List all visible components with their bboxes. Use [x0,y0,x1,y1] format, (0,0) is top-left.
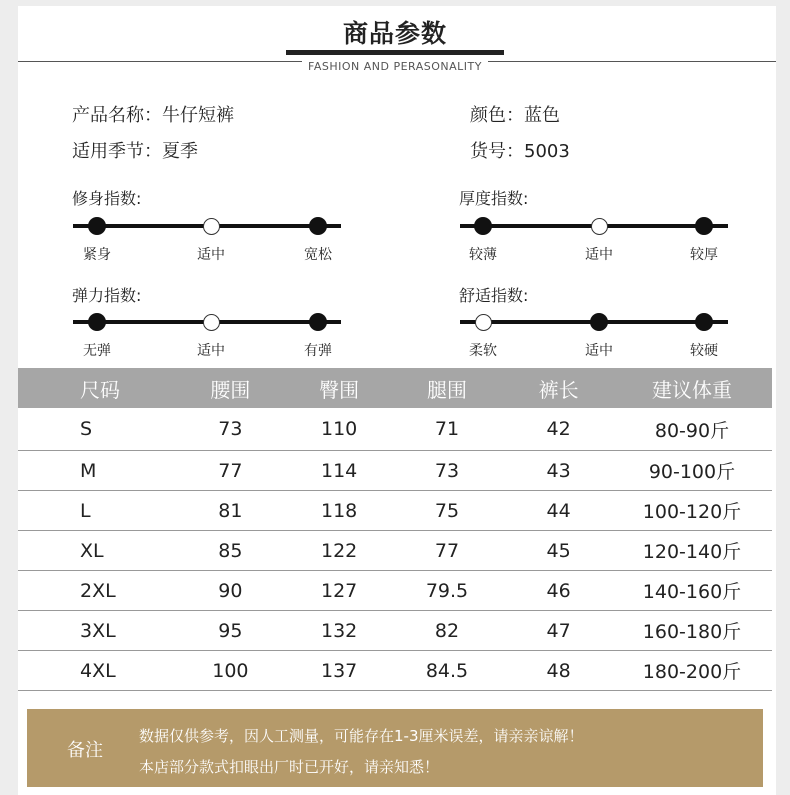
item-number: 货号：5003 [470,141,570,162]
slim-index-label: 修身指数: [72,189,142,208]
notes-line-1: 数据仅供参考，因人工测量，可能存在1-3厘米误差，请亲亲谅解！ [139,727,584,745]
thickness-scale-dot [591,218,608,235]
table-cell: 73 [171,408,290,451]
table-cell: 2XL [18,571,171,611]
table-cell: L [18,491,171,531]
notes-line-2: 本店部分款式扣眼出厂时已开好，请亲知悉！ [139,758,440,776]
header-weight: 建议体重 [612,368,772,408]
header-length: 裤长 [505,368,612,408]
stretch-tick-label: 适中 [197,343,225,359]
table-cell: 84.5 [389,651,506,691]
stretch-scale-dot [203,314,220,331]
comfort-index-label: 舒适指数: [459,286,529,305]
table-cell: 114 [290,451,389,491]
header-size: 尺码 [18,368,171,408]
stretch-index-label: 弹力指数: [72,286,142,305]
table-cell: S [18,408,171,451]
table-cell: 75 [389,491,506,531]
slim-tick-label: 紧身 [83,247,111,263]
table-cell: 47 [505,611,612,651]
table-cell: M [18,451,171,491]
table-cell: 71 [389,408,506,451]
subtitle-text: FASHION AND PERASONALITY [302,60,488,73]
thickness-index-label: 厚度指数: [459,189,529,208]
table-cell: 85 [171,531,290,571]
table-row [18,571,772,611]
comfort-scale-dot [475,314,492,331]
table-cell: 80-90斤 [612,408,772,451]
table-cell: 45 [505,531,612,571]
table-cell: 46 [505,571,612,611]
table-cell: 90 [171,571,290,611]
table-cell: 3XL [18,611,171,651]
table-header-row [18,368,772,408]
slim-tick-label: 宽松 [304,247,332,263]
table-cell: 48 [505,651,612,691]
table-cell: 180-200斤 [612,651,772,691]
page-subtitle [0,60,790,73]
table-cell: 90-100斤 [612,451,772,491]
comfort-tick-label: 较硬 [690,343,718,359]
comfort-scale-dot [590,313,608,331]
table-cell: 81 [171,491,290,531]
table-cell: 120-140斤 [612,531,772,571]
table-cell: 42 [505,408,612,451]
table-cell: 140-160斤 [612,571,772,611]
product-name: 产品名称：牛仔短裤 [72,105,234,126]
table-cell: 77 [389,531,506,571]
table-cell: XL [18,531,171,571]
table-cell: 127 [290,571,389,611]
table-cell: 118 [290,491,389,531]
slim-scale-dot [309,217,327,235]
thickness-tick-label: 较薄 [469,247,497,263]
table-row [18,408,772,451]
season: 适用季节：夏季 [72,141,198,162]
header-hip: 臀围 [290,368,389,408]
comfort-tick-label: 适中 [585,343,613,359]
notes-label: 备注 [67,740,103,761]
thickness-tick-label: 较厚 [690,247,718,263]
thickness-scale-dot [474,217,492,235]
table-cell: 44 [505,491,612,531]
slim-scale-dot [203,218,220,235]
table-cell: 160-180斤 [612,611,772,651]
slim-tick-label: 适中 [197,247,225,263]
table-cell: 79.5 [389,571,506,611]
table-row [18,491,772,531]
stretch-tick-label: 有弹 [304,343,332,359]
comfort-tick-label: 柔软 [469,343,497,359]
stretch-scale-dot [88,313,106,331]
header-waist: 腰围 [171,368,290,408]
table-cell: 77 [171,451,290,491]
slim-scale-dot [88,217,106,235]
table-cell: 137 [290,651,389,691]
table-row [18,611,772,651]
table-cell: 100-120斤 [612,491,772,531]
table-cell: 73 [389,451,506,491]
table-cell: 43 [505,451,612,491]
table-row [18,531,772,571]
table-cell: 95 [171,611,290,651]
table-row [18,451,772,491]
thickness-scale-dot [695,217,713,235]
table-cell: 110 [290,408,389,451]
title-underline [286,50,504,55]
size-table [18,368,772,691]
color-info: 颜色：蓝色 [470,105,560,126]
stretch-tick-label: 无弹 [83,343,111,359]
page-title: 商品参数 [342,19,447,48]
table-cell: 82 [389,611,506,651]
thickness-tick-label: 适中 [585,247,613,263]
stretch-scale-dot [309,313,327,331]
comfort-scale-dot [695,313,713,331]
table-row [18,651,772,691]
table-cell: 122 [290,531,389,571]
notes-box [27,709,763,787]
table-cell: 4XL [18,651,171,691]
table-cell: 132 [290,611,389,651]
header-thigh: 腿围 [389,368,506,408]
table-cell: 100 [171,651,290,691]
